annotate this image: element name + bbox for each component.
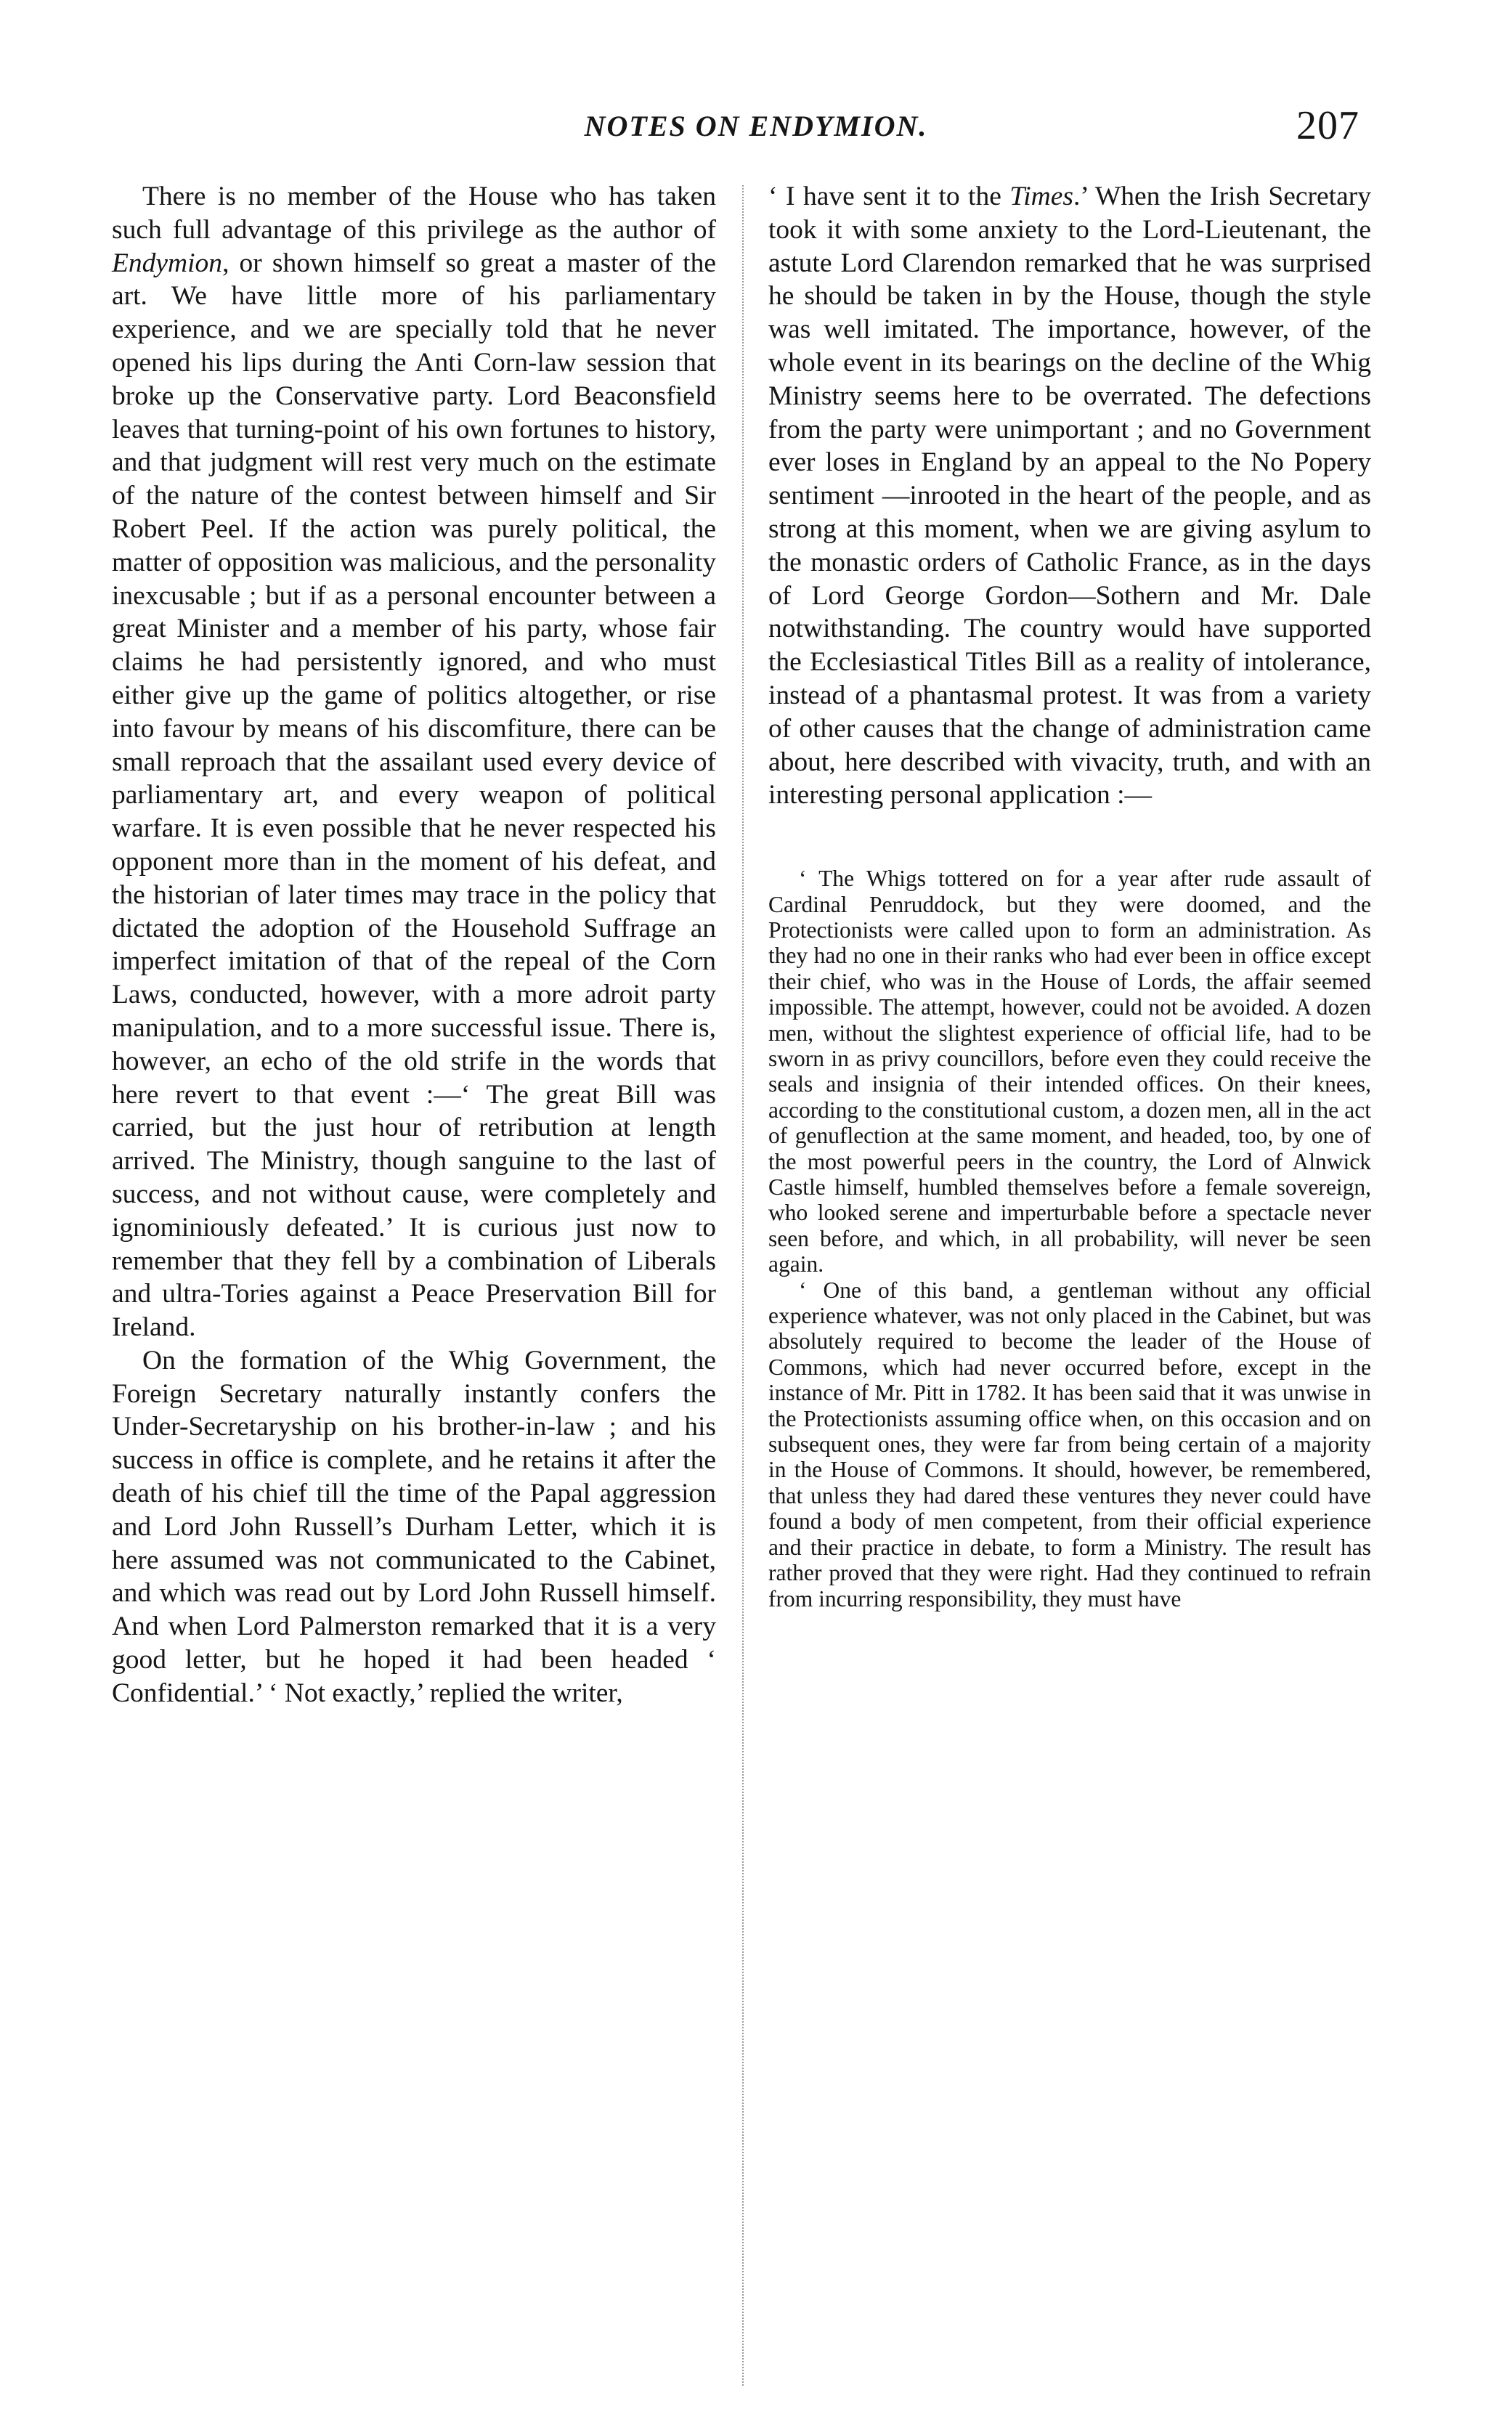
right-column [768, 180, 1371, 1612]
left-paragraph-2: On the formation of the Whig Government, the Foreign Secretary naturally instantly confers the Under-Secretaryship on his brother-in-law ; and his success in office is complete, and he retains it after the death of his chief till the time of the Papal aggression and Lord John Russell’s Durham Letter, which it is here assumed was not communicated to the Cabinet, and which was read out by Lord John Russell himself. And when Lord Palmerston remarked that it is a very good letter, but he hoped it had been headed ‘ Confidential.’ ‘ Not exactly,’ replied the writer, [112, 1345, 716, 1708]
left-column [112, 180, 716, 1710]
running-title: NOTES ON ENDYMION. [584, 110, 928, 142]
quote-paragraph-1: ‘ The Whigs tottered on for a year after rude assault of Cardinal Penruddock, but they were doomed, and the Protectionists were called upon to form an administration. As they had no one in their ranks who had ever been in office except their chief, who was in the House of Lords, the affair seemed impossible. The attempt, however, could not be avoided. A dozen men, without the slightest experience of official life, had to be sworn in as privy councillors, before even they could receive the seals and insignia of their intended offices. On their knees, according to the constitutional custom, a dozen men, all in the act of genuflection at the same moment, and headed, too, by one of the most powerful peers in the country, the Lord of Alnwick Castle himself, humbled themselves before a female sovereign, who looked serene and imperturbable before a spectacle never seen before, and which, in all probability, will never be seen again. [768, 866, 1371, 1277]
right-paragraph-1-italic-title: Times [1009, 182, 1073, 211]
left-paragraph-1-italic-title: Endymion [112, 248, 223, 278]
right-paragraph-1-text-b: .’ When the Irish Secretary took it with some anxiety to the Lord-Lieutenant, the astute Lord Clarendon remarked that he was surprised he should be taken in by the House, though the style was well imitated. The importance, however, of the whole event in its bearings on the decline of the Whig Ministry seems here to be overrated. The defections from the party were unimportant ; and no Government ever loses in England by an appeal to the No Popery sentiment —inrooted in the heart of the people, and as strong at this moment, when we are giving asylum to the monastic orders of Catholic France, as in the days of Lord George Gordon—Sothern and Mr. Dale notwithstanding. The country would have supported the Ecclesiastical Titles Bill as a reality of intolerance, instead of a phantasmal protest. It was from a variety of other causes that the change of administration came about, here described with vivacity, truth, and with an interesting personal application :— [768, 182, 1371, 810]
right-paragraph-1 [768, 180, 1371, 812]
quoted-extract [768, 866, 1371, 1612]
left-paragraph-1 [112, 180, 716, 1344]
quote-paragraph-2: ‘ One of this band, a gentleman without any official experience whatever, was not only placed in the Cabinet, but was absolutely required to become the leader of the House of Commons, which had never occurred before, except in the instance of Mr. Pitt in 1782. It has been said that it was unwise in the Protectionists assuming office when, on this occasion and on subsequent ones, they were far from being certain of a majority in the House of Commons. It should, however, be remembered, that unless they had dared these ventures they never could have found a body of men competent, from their official experience and their practice in debate, to form a Ministry. The result has rather proved that they were right. Had they continued to refrain from incurring responsibility, they must have [768, 1277, 1371, 1612]
left-paragraph-1-text-a: There is no member of the House who has taken such full advantage of this privilege as the author of [112, 182, 716, 245]
page-number: 207 [1296, 103, 1359, 148]
right-paragraph-1-text-a: ‘ I have sent it to the [768, 182, 1010, 211]
column-divider [742, 185, 744, 2386]
left-paragraph-1-text-b: , or shown himself so great a master of the art. We have little more of his parliamentary experience, and we are specially told that he never opened his lips during the Anti Corn-law session that broke up the Conservative party. Lord Beaconsfield leaves that turning-point of his own fortunes to history, and that judgment will rest very much on the estimate of the nature of the contest between himself and Sir Robert Peel. If the action was purely political, the matter of opposition was malicious, and the personality inexcusable ; but if as a personal encounter between a great Minister and a member of his party, whose fair claims he had persistently ignored, and who must either give up the game of politics altogether, or rise into favour by means of his discomfiture, there can be small reproach that the assailant used every device of parliamentary art, and every weapon of political warfare. It is even possible that he never respected his opponent more than in the moment of his defeat, and the historian of later times may trace in the policy that dictated the adoption of the Household Suffrage an imperfect imitation of that of the repeal of the Corn Laws, conducted, however, with a more adroit party manipulation, and to a more successful issue. There is, however, an echo of the old strife in the words that here revert to that event :—‘ The great Bill was carried, but the just hour of retribution at length arrived. The Ministry, though sanguine to the last of success, and not without cause, were completely and ignominiously defeated.’ It is curious just now to remember that they fell by a combination of Liberals and ultra-Tories against a Peace Preservation Bill for Ireland. [112, 248, 716, 1343]
